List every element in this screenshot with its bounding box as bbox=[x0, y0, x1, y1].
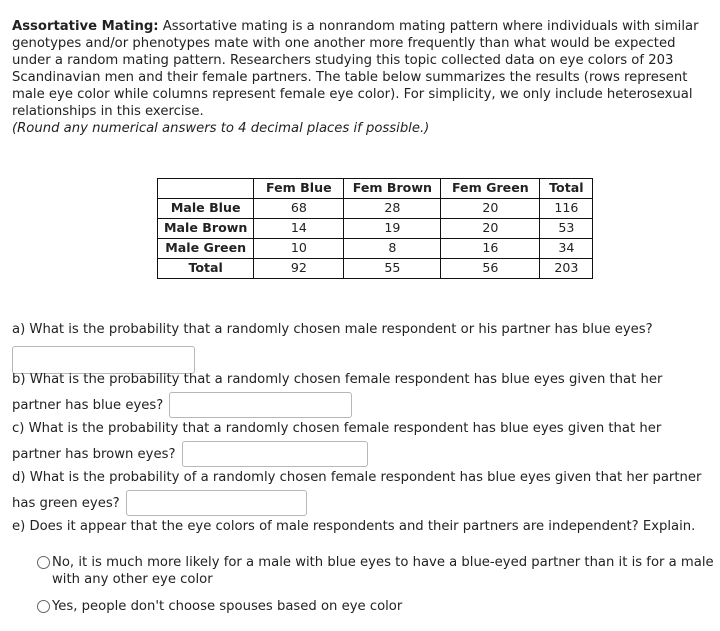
question-a bbox=[12, 318, 712, 374]
answer-b-input[interactable] bbox=[169, 392, 352, 418]
answer-d-input[interactable] bbox=[126, 490, 307, 516]
table-cell: 92 bbox=[254, 259, 344, 279]
question-b-text: b) What is the probability that a randomly chosen female respondent has blue eyes given that her partner has blue eyes? bbox=[12, 372, 663, 413]
problem-intro bbox=[12, 18, 712, 137]
intro-text: Assortative mating is a nonrandom mating pattern where individuals with similar genotypes and/or phenotypes mate with one another more frequently than what would be expected under a random mating pattern. Researchers studying this topic collected data on eye colors of 203 Scandinavian men and their female partners. The table below summarizes the results (rows represent male eye color while columns represent female eye color). For simplicity, we only include heterosexual relationships in this exercise. bbox=[12, 19, 699, 119]
option-yes[interactable] bbox=[37, 598, 717, 615]
table-cell: 116 bbox=[540, 199, 593, 219]
question-b bbox=[12, 368, 712, 418]
table-cell: 56 bbox=[441, 259, 540, 279]
table-row bbox=[158, 219, 593, 239]
row-label: Male Blue bbox=[158, 199, 254, 219]
table-cell: 16 bbox=[441, 239, 540, 259]
table-cell: 53 bbox=[540, 219, 593, 239]
option-no-label: No, it is much more likely for a male with blue eyes to have a blue-eyed partner than it is for a male with any other eye color bbox=[52, 555, 714, 587]
table-cell: 10 bbox=[254, 239, 344, 259]
row-label: Total bbox=[158, 259, 254, 279]
row-label: Male Green bbox=[158, 239, 254, 259]
table-cell: 19 bbox=[344, 219, 441, 239]
intro-label: Assortative Mating: bbox=[12, 19, 159, 34]
question-e bbox=[12, 515, 712, 539]
radio-icon[interactable] bbox=[37, 600, 50, 613]
answer-c-input[interactable] bbox=[182, 441, 368, 467]
question-d bbox=[12, 466, 712, 516]
table-header-fem-brown: Fem Brown bbox=[344, 179, 441, 199]
table-row bbox=[158, 259, 593, 279]
table-header-fem-blue: Fem Blue bbox=[254, 179, 344, 199]
table-cell: 14 bbox=[254, 219, 344, 239]
table-row bbox=[158, 199, 593, 219]
rounding-note: (Round any numerical answers to 4 decimal places if possible.) bbox=[12, 121, 430, 136]
table-header-row bbox=[158, 179, 593, 199]
table-header-blank bbox=[158, 179, 254, 199]
table-cell: 20 bbox=[441, 199, 540, 219]
table-cell: 34 bbox=[540, 239, 593, 259]
table-header-fem-green: Fem Green bbox=[441, 179, 540, 199]
table-cell: 20 bbox=[441, 219, 540, 239]
question-d-text: d) What is the probability of a randomly chosen female respondent has blue eyes given that her partner has green eyes? bbox=[12, 470, 702, 511]
question-a-text: a) What is the probability that a randomly chosen male respondent or his partner has blue eyes? bbox=[12, 322, 653, 337]
question-e-text: e) Does it appear that the eye colors of male respondents and their partners are independent? Explain. bbox=[12, 519, 696, 534]
eye-color-table bbox=[157, 178, 593, 279]
table-header-total: Total bbox=[540, 179, 593, 199]
row-label: Male Brown bbox=[158, 219, 254, 239]
question-c bbox=[12, 417, 712, 467]
radio-icon[interactable] bbox=[37, 556, 50, 569]
question-c-text: c) What is the probability that a randomly chosen female respondent has blue eyes given that her partner has brown eyes? bbox=[12, 421, 662, 462]
table-cell: 55 bbox=[344, 259, 441, 279]
table-cell: 28 bbox=[344, 199, 441, 219]
option-yes-label: Yes, people don't choose spouses based on eye color bbox=[52, 599, 403, 614]
table-cell: 8 bbox=[344, 239, 441, 259]
table-row bbox=[158, 239, 593, 259]
table-cell: 203 bbox=[540, 259, 593, 279]
table-cell: 68 bbox=[254, 199, 344, 219]
option-no[interactable] bbox=[37, 554, 717, 588]
